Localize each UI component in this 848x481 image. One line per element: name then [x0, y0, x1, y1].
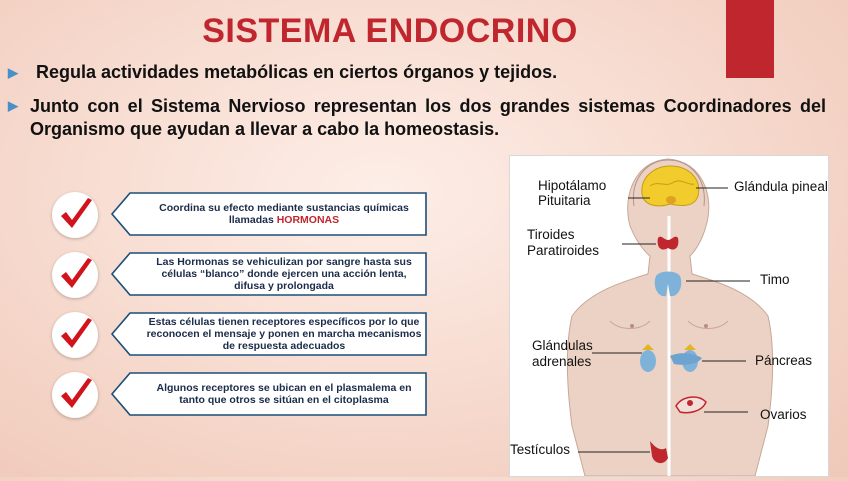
label-ovarios: Ovarios [760, 407, 807, 422]
label-timo: Timo [760, 272, 790, 287]
callout-text: Algunos receptores se ubican en el plasmalema en tanto que otros se sitúan en el citoplasma [156, 382, 412, 406]
callout-box [110, 252, 428, 296]
label-glandula-pineal: Glándula pineal [734, 179, 828, 194]
callout-box [110, 372, 428, 416]
callout-text: Coordina su efecto mediante sustancias químicas llamadas HORMONAS [159, 202, 409, 226]
hormonas-highlight: HORMONAS [276, 214, 340, 226]
bullet-text: Regula actividades metabólicas en ciertos órganos y tejidos. [36, 62, 558, 82]
bullet-item [8, 95, 826, 141]
label-pancreas: Páncreas [755, 353, 813, 368]
label-testiculos: Testículos [510, 442, 571, 457]
callout-box [110, 312, 428, 356]
callout-row [52, 372, 432, 420]
bullet-item [8, 62, 808, 83]
callout-text: Las Hormonas se vehiculizan por sangre hasta sus células “blanco” donde ejercen una acción lenta, difusa y prolongada [156, 256, 412, 292]
red-checkmark-icon [52, 192, 98, 238]
label-pituitaria: Pituitaria [538, 193, 591, 208]
label-paratiroides: Paratiroides [527, 243, 600, 258]
bullet-text: Junto con el Sistema Nervioso representan los dos grandes sistemas Coordinadores del Organismo que ayudan a llevar a cabo la homeostasis. [30, 96, 826, 139]
endocrine-anatomy-diagram [509, 155, 829, 477]
label-tiroides: Tiroides [527, 227, 575, 242]
callout-text: Estas células tienen receptores específicos por lo que reconocen el mensaje y ponen en marcha mecanismos de respuesta adecuados [146, 316, 422, 352]
red-checkmark-icon [52, 312, 98, 358]
triangle-right-icon: ▶ [8, 65, 18, 80]
label-hipotalamo: Hipotálamo [538, 178, 607, 193]
callout-row [52, 192, 432, 240]
red-checkmark-icon [52, 252, 98, 298]
callout-row [52, 312, 432, 360]
callout-box [110, 192, 428, 236]
red-checkmark-icon [52, 372, 98, 418]
label-glandulas: Glándulas [532, 338, 593, 353]
slide-title: SISTEMA ENDOCRINO [202, 12, 578, 50]
label-adrenales: adrenales [532, 354, 592, 369]
triangle-right-icon: ▶ [8, 98, 18, 113]
callout-row [52, 252, 432, 300]
